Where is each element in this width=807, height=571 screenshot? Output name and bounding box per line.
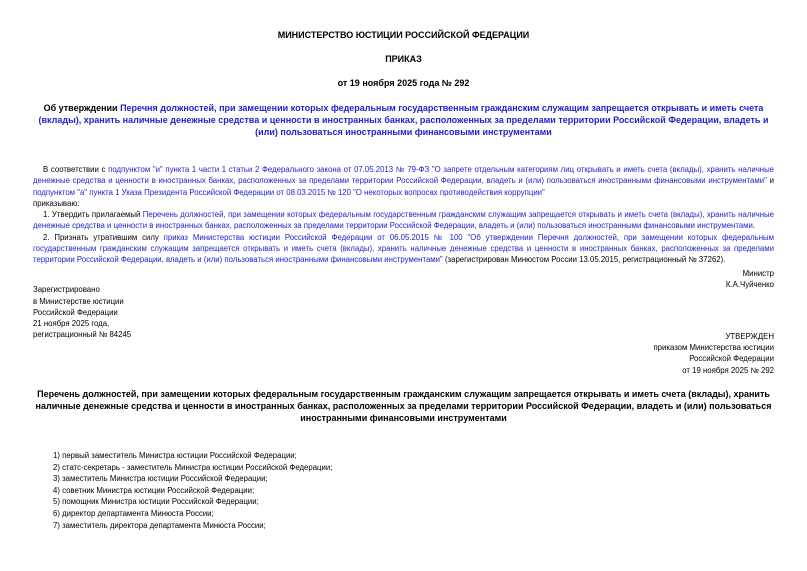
signature-post: Министр [742, 268, 774, 278]
clause-1-lead: 1. Утвердить прилагаемый [43, 210, 143, 220]
positions-list [33, 450, 774, 531]
position-item: 4) советник Министра юстиции Российской Федерации; [53, 485, 255, 495]
approved-line: от 19 ноября 2025 № 292 [682, 365, 774, 375]
clause-1-perechen-link[interactable]: Перечень должностей, при замещении которых федеральным государственным гражданским служащим запрещается открывать и иметь счета (вклады), хранить наличные денежные средства и ценности в иностранных банках, расположенных за пределами территории Российской Федерации, владеть и (или) пользоваться иностранными финансовыми инструментами [33, 210, 774, 231]
clause-2-lead: 2. Признать утратившим силу [43, 232, 164, 242]
preamble-conjunction: и [766, 176, 775, 186]
approved-line: УТВЕРЖДЕН [725, 331, 774, 341]
annex-title: Перечень должностей, при замещении которых федеральным государственным гражданским служащим запрещается открывать и иметь счета (вклады), хранить наличные денежные средства и ценности в иностранных банках, расположенных за пределами территории Российской Федерации, владеть и (или) пользоваться иностранными финансовыми инструментами [35, 388, 772, 423]
approved-line: приказом Министерства юстиции [653, 343, 774, 353]
position-item: 6) директор департамента Минюста России; [53, 508, 214, 518]
registration-line: Зарегистрировано [33, 285, 100, 295]
position-item: 5) помощник Министра юстиции Российской Федерации; [53, 497, 259, 507]
approved-line: Российской Федерации [689, 354, 774, 364]
position-item: 3) заместитель Министра юстиции Российской Федерации; [53, 474, 268, 484]
clause-2-tail: (зарегистрирован Минюстом России 13.05.2015, регистрационный № 37262). [442, 255, 726, 265]
title-perechen-link[interactable]: Перечня должностей, при замещении которых федеральным государственным гражданским служащим запрещается открывать и иметь счета (вклады), хранить наличные денежные средства и ценности в иностранных банках, расположенных за пределами территории Российской Федерации, владеть и (или) пользоваться иностранными финансовыми инструментами [38, 103, 769, 137]
preamble-lead: В соответствии с [43, 165, 109, 174]
document-type: ПРИКАЗ [385, 54, 422, 64]
clause-2 [33, 232, 774, 266]
clause-1 [33, 209, 774, 232]
registration-line: 21 ноября 2025 года, [33, 319, 110, 329]
preamble-paragraph [33, 164, 774, 198]
signature-name: К.А.Чуйченко [725, 279, 774, 289]
clause-2-prikaz-100-link[interactable]: приказ Министерства юстиции Российской Федерации от 06.05.2015 № 100 "Об утверждении Перечня должностей, при замещении которых федеральным государственным гражданским служащим запрещается открывать и иметь счета (вклады), хранить наличные денежные средства и ценности в иностранных банках, расположенных за пределами территории Российской Федерации, владеть и (или) пользоваться иностранными финансовыми инструментами" [33, 232, 774, 265]
ministry-name: МИНИСТЕРСТВО ЮСТИЦИИ РОССИЙСКОЙ ФЕДЕРАЦИИ [277, 30, 530, 40]
law-79fz-link[interactable]: подпунктом "и" пункта 1 части 1 статьи 2 Федерального закона от 07.05.2013 № 79-ФЗ "О запрете отдельным категориям лиц открывать и иметь счета (вклады), хранить наличные денежные средства и ценности в иностранных банках, расположенных за пределами территории Российской Федерации, владеть и (или) пользоваться иностранными финансовыми инструментами" [33, 165, 775, 186]
position-item: 7) заместитель директора департамента Минюста России; [53, 520, 266, 530]
registration-line: в Министерстве юстиции [33, 296, 124, 306]
document-title [33, 102, 774, 138]
document-date-number: от 19 ноября 2025 года № 292 [337, 78, 470, 88]
decree-120-link[interactable]: подпунктом "а" пункта 1 Указа Президента Российской Федерации от 08.03.2015 № 120 "О некоторых вопросах противодействия коррупции" [33, 187, 545, 197]
order-word: приказываю: [33, 198, 80, 208]
approved-block [33, 331, 774, 376]
document-title-prefix: Об утверждении [43, 103, 121, 113]
clause-1-tail: . [752, 221, 756, 231]
registration-line: регистрационный № 84245 [33, 330, 132, 340]
position-item: 1) первый заместитель Министра юстиции Российской Федерации; [53, 450, 297, 460]
position-item: 2) статс-секретарь - заместитель Министра юстиции Российской Федерации; [53, 462, 333, 472]
registration-line: Российской Федерации [33, 307, 118, 317]
